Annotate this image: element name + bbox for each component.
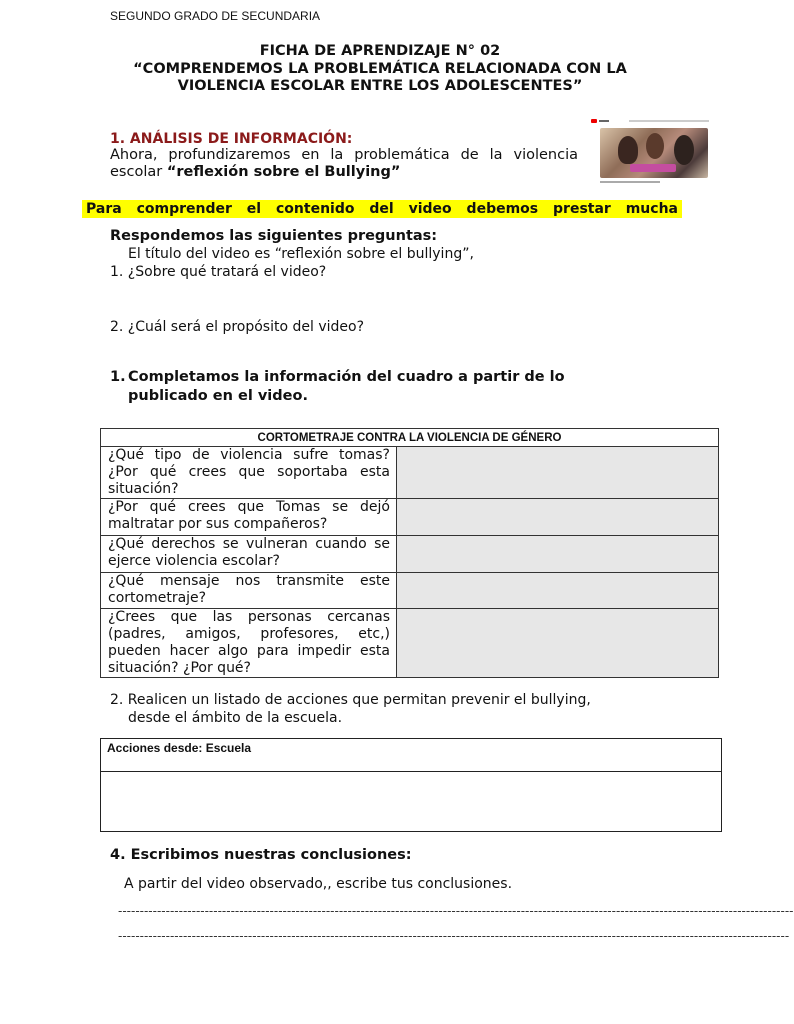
complete-number: 1.: [110, 369, 126, 385]
section4-heading: 4. Escribimos nuestras conclusiones:: [110, 847, 412, 863]
actions-box: [100, 738, 722, 832]
actions-box-answer-area[interactable]: [101, 772, 721, 830]
table-question-cell: ¿Qué tipo de violencia sufre tomas? ¿Por qué crees que soportaba esta situación?: [101, 447, 397, 499]
highlighted-instruction-text: Para comprender el contenido del video debemos prestar mucha: [86, 201, 678, 217]
video-caption-bar-icon: [600, 180, 710, 184]
highlighted-instruction: [82, 200, 682, 218]
questions-heading: Respondemos las siguientes preguntas:: [110, 228, 438, 244]
section4-instruction: A partir del video observado,, escribe tus conclusiones.: [124, 876, 513, 892]
short-film-table: [100, 428, 719, 678]
table-row: [101, 573, 719, 609]
table-header: CORTOMETRAJE CONTRA LA VIOLENCIA DE GÉNERO: [101, 429, 719, 447]
question-1: 1. ¿Sobre qué tratará el video?: [110, 264, 327, 280]
actions-box-header: Acciones desde: Escuela: [101, 739, 721, 772]
section1-intro-line2: [110, 164, 400, 180]
table-answer-cell[interactable]: [397, 573, 719, 609]
answer-dash-line-2[interactable]: -----------------------------------------------------------------------------------------------------------------------------------------------------------: [118, 929, 790, 943]
video-thumbnail[interactable]: [589, 116, 719, 188]
table-question-cell: ¿Qué mensaje nos transmite este cortometraje?: [101, 573, 397, 609]
grade-label: SEGUNDO GRADO DE SECUNDARIA: [110, 9, 321, 23]
question-2: 2. ¿Cuál será el propósito del video?: [110, 319, 365, 335]
answer-dash-line-1[interactable]: ------------------------------------------------------------------------------------------------------------------------------------------------------------: [118, 904, 794, 918]
complete-instruction-line1: Completamos la información del cuadro a partir de lo: [128, 369, 565, 385]
complete-instruction-line2: publicado en el video.: [128, 388, 308, 404]
worksheet-title: FICHA DE APRENDIZAJE N° 02: [259, 43, 501, 59]
section2-instruction-line1: 2. Realicen un listado de acciones que permitan prevenir el bullying,: [110, 692, 591, 708]
table-row: [101, 536, 719, 573]
video-player-bar-icon: [589, 116, 719, 126]
table-answer-cell[interactable]: [397, 536, 719, 573]
table-row: [101, 609, 719, 678]
table-answer-cell[interactable]: [397, 447, 719, 499]
section1-heading: 1. ANÁLISIS DE INFORMACIÓN:: [110, 131, 353, 147]
worksheet-subtitle-line2: VIOLENCIA ESCOLAR ENTRE LOS ADOLESCENTES”: [177, 78, 583, 94]
table-row: [101, 499, 719, 536]
table-row: [101, 447, 719, 499]
table-question-cell: ¿Crees que las personas cercanas (padres, amigos, profesores, etc,) pueden hacer algo para impedir esta situación? ¿Por qué?: [101, 609, 397, 678]
table-answer-cell[interactable]: [397, 499, 719, 536]
video-still-image: [600, 128, 708, 178]
intro-bold-text: “reflexión sobre el Bullying”: [166, 164, 401, 180]
section1-intro-line1: Ahora, profundizaremos en la problemática de la violencia: [110, 147, 578, 163]
worksheet-subtitle-line1: “COMPRENDEMOS LA PROBLEMÁTICA RELACIONADA CON LA: [133, 61, 627, 77]
intro-plain-text: escolar: [110, 164, 167, 180]
video-title-note: El título del video es “reflexión sobre el bullying”,: [128, 246, 474, 262]
table-answer-cell[interactable]: [397, 609, 719, 678]
section2-instruction-line2: desde el ámbito de la escuela.: [128, 710, 343, 726]
table-question-cell: ¿Por qué crees que Tomas se dejó maltratar por sus compañeros?: [101, 499, 397, 536]
table-question-cell: ¿Qué derechos se vulneran cuando se ejerce violencia escolar?: [101, 536, 397, 573]
